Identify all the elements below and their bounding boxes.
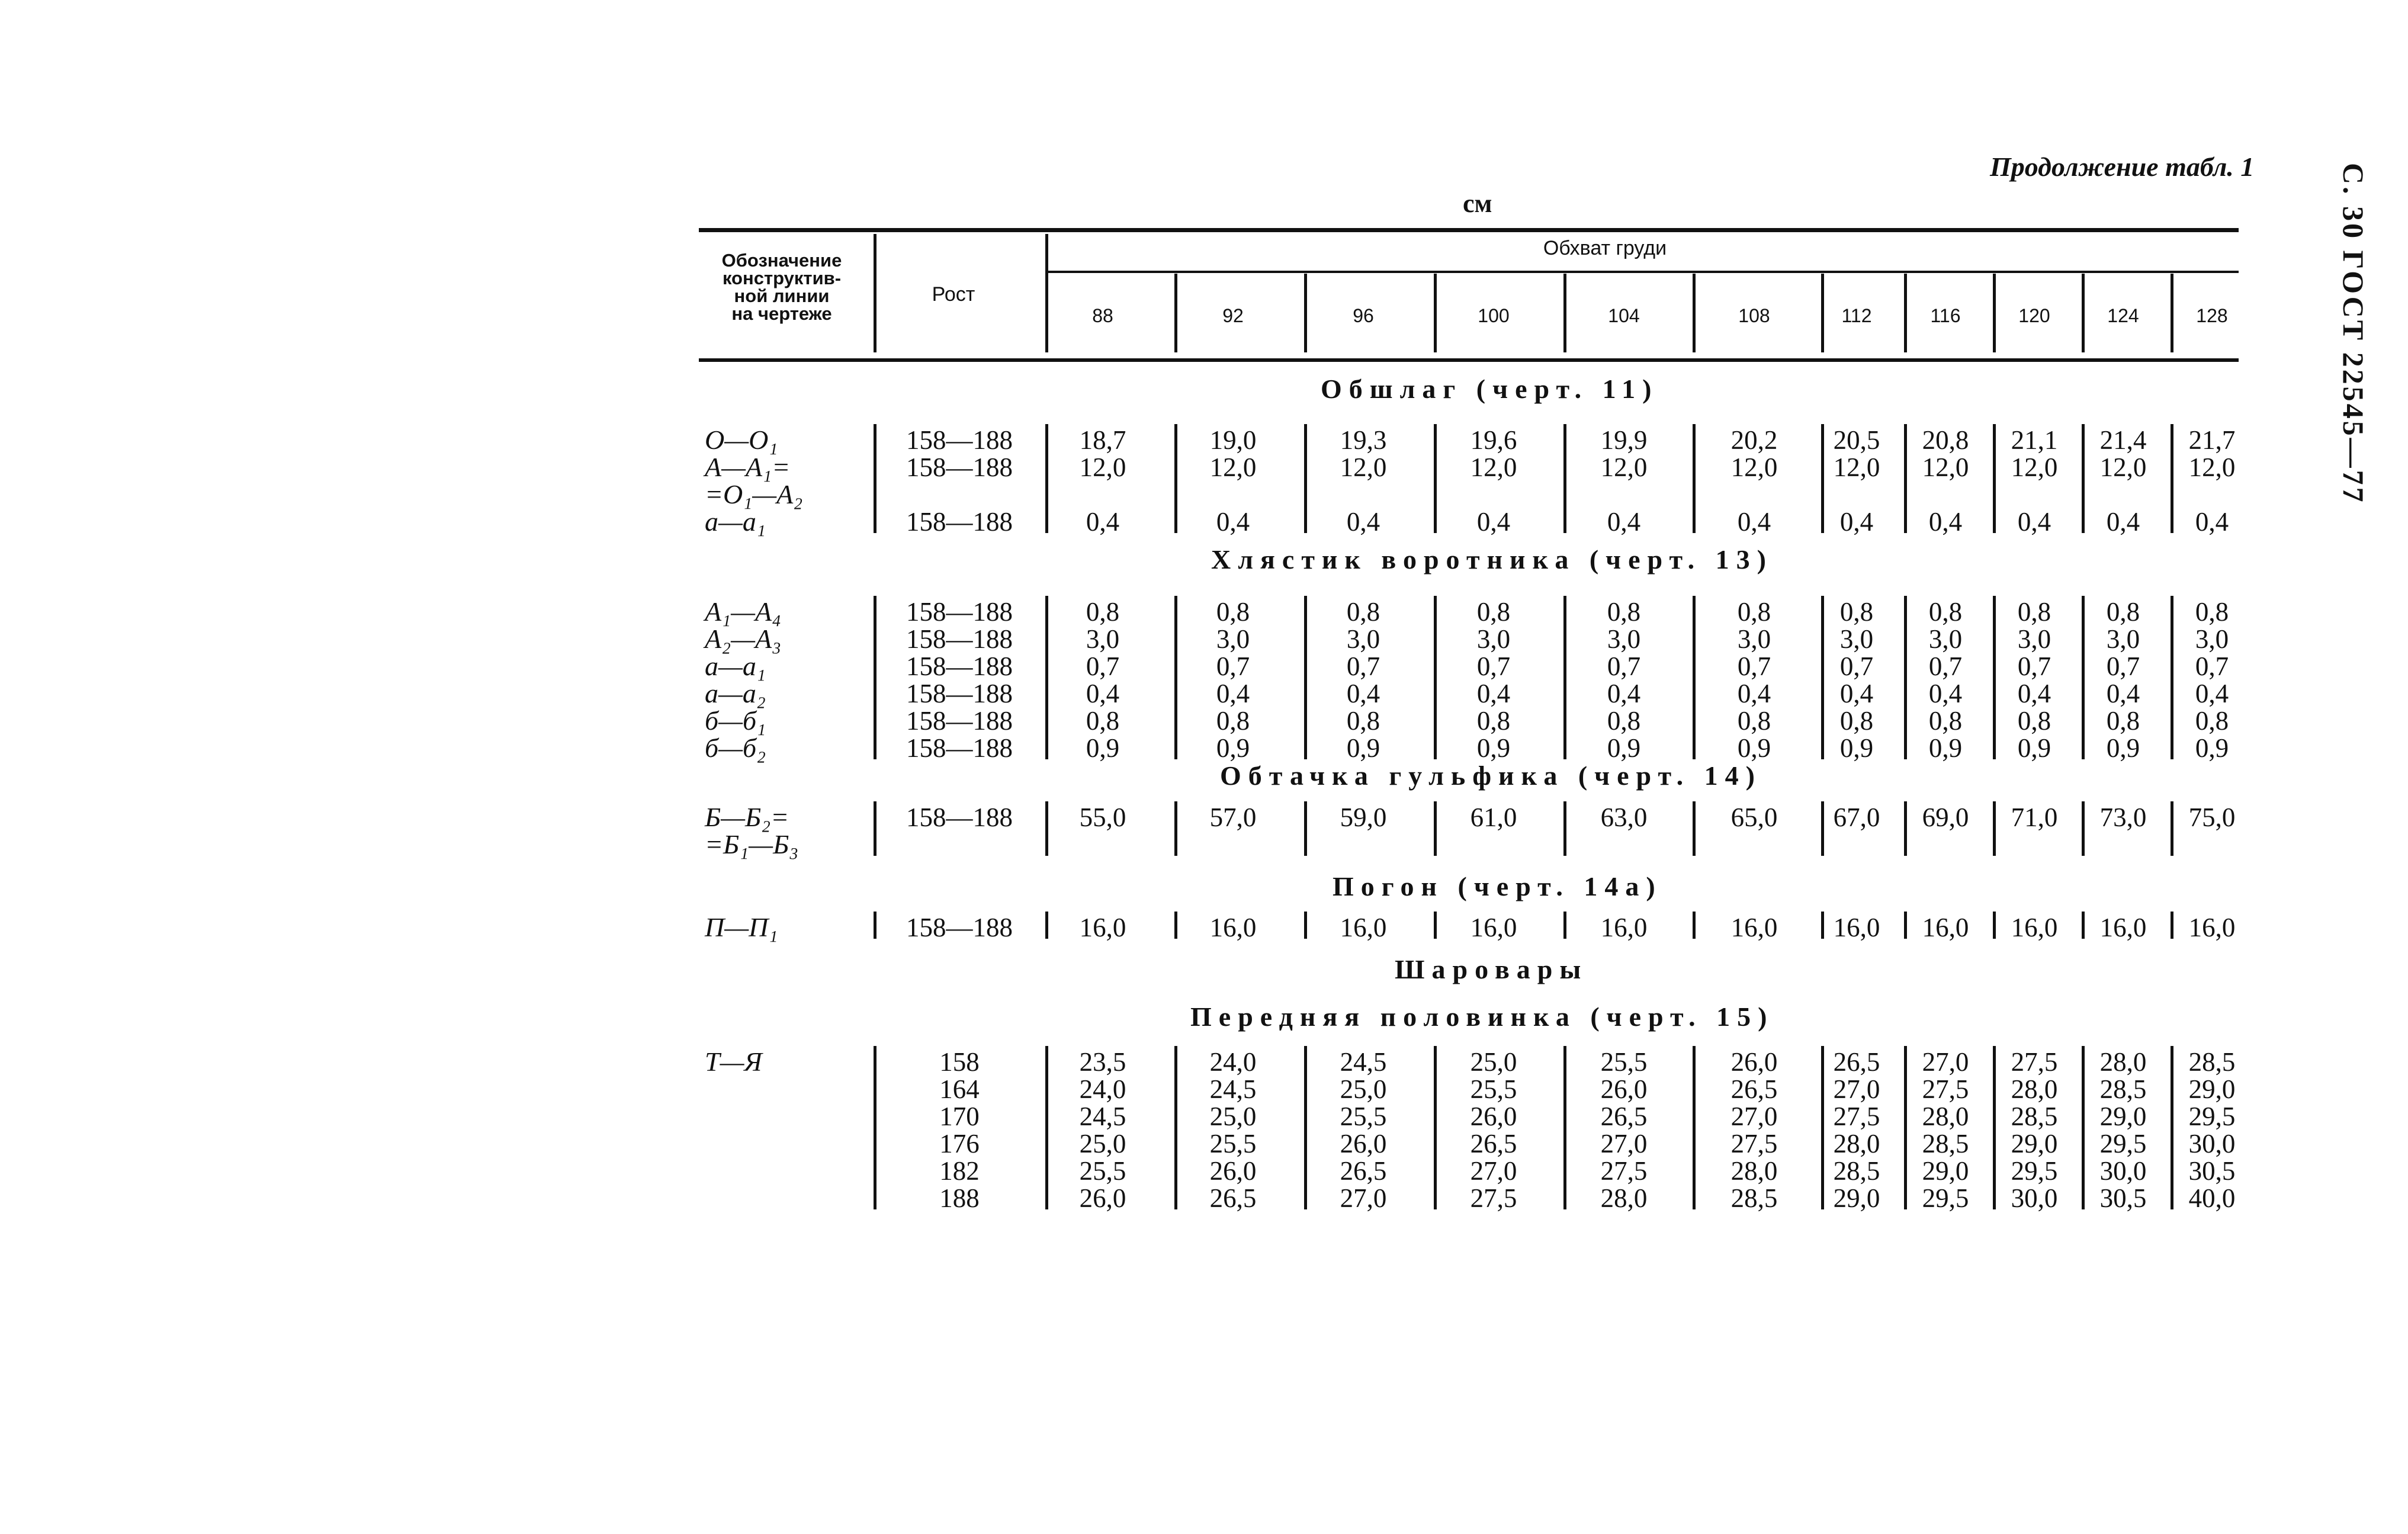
height-value: 158—188 [906, 453, 1013, 482]
column-separator [1174, 596, 1177, 759]
column-separator [1693, 912, 1696, 939]
column-separator [1045, 424, 1048, 533]
line-designation: а—а₁ [705, 506, 766, 537]
measurement-value: 12,0 [1730, 453, 1778, 482]
column-separator [1045, 801, 1048, 856]
column-separator [1304, 801, 1307, 856]
height-value: 158—188 [906, 652, 1013, 681]
measurement-value: 0,8 [1086, 706, 1120, 736]
measurement-value: 25,0 [1209, 1102, 1257, 1131]
measurement-value: 0,8 [1086, 597, 1120, 627]
measurement-value: 25,5 [1470, 1074, 1517, 1104]
section-title: Передняя половинка (черт. 15) [1190, 1002, 1774, 1032]
measurement-value: 75,0 [2188, 803, 2236, 832]
measurement-value: 0,4 [1216, 507, 1250, 537]
measurement-value: 67,0 [1833, 803, 1880, 832]
height-value: 158—188 [906, 803, 1013, 832]
measurement-value: 29,0 [2188, 1074, 2236, 1104]
measurement-value: 16,0 [1833, 913, 1880, 942]
measurement-value: 73,0 [2099, 803, 2147, 832]
column-separator [1045, 1046, 1048, 1209]
measurement-value: 3,0 [1346, 624, 1380, 654]
column-separator [1174, 912, 1177, 939]
measurement-value: 25,0 [1079, 1129, 1126, 1158]
measurement-value: 0,4 [2017, 679, 2051, 708]
measurement-value: 23,5 [1079, 1047, 1126, 1077]
unit-label: см [1463, 189, 1492, 218]
measurement-value: 3,0 [1737, 624, 1771, 654]
height-value: 158—188 [906, 913, 1013, 942]
measurement-value: 3,0 [1607, 624, 1641, 654]
measurement-value: 28,0 [1922, 1102, 1969, 1131]
measurement-value: 0,8 [1346, 597, 1380, 627]
measurement-value: 26,0 [1600, 1074, 1648, 1104]
header-separator [1304, 274, 1307, 352]
line-designation: б—б₂ [705, 733, 766, 763]
measurement-value: 59,0 [1340, 803, 1387, 832]
measurement-value: 26,0 [1079, 1183, 1126, 1213]
measurement-value: 26,5 [1730, 1074, 1778, 1104]
measurement-value: 21,1 [2011, 425, 2058, 455]
measurement-value: 0,7 [1839, 652, 1874, 681]
measurement-value: 0,8 [2106, 597, 2140, 627]
measurement-value: 27,5 [1730, 1129, 1778, 1158]
measurement-value: 20,2 [1730, 425, 1778, 455]
measurement-value: 24,5 [1340, 1047, 1387, 1077]
measurement-value: 28,0 [2011, 1074, 2058, 1104]
measurement-value: 28,5 [1730, 1183, 1778, 1213]
chest-size-label: 104 [1608, 305, 1640, 326]
measurement-value: 0,4 [1839, 679, 1874, 708]
measurement-value: 71,0 [2011, 803, 2058, 832]
measurement-value: 19,6 [1470, 425, 1517, 455]
designation-header-line: ной линии [734, 285, 830, 306]
measurement-value: 25,5 [1079, 1156, 1126, 1186]
measurement-value: 26,0 [1340, 1129, 1387, 1158]
section-title: Обшлаг (черт. 11) [1321, 374, 1659, 404]
column-separator [874, 596, 876, 759]
height-value: 158—188 [906, 733, 1013, 763]
height-value: 158 [939, 1047, 980, 1077]
measurement-value: 0,9 [2106, 733, 2140, 763]
height-header: Рост [932, 283, 975, 306]
measurement-value: 28,0 [2099, 1047, 2147, 1077]
column-separator [1563, 424, 1566, 533]
measurement-value: 24,5 [1079, 1102, 1126, 1131]
chest-size-label: 112 [1841, 305, 1872, 326]
measurement-value: 27,0 [1833, 1074, 1880, 1104]
measurement-value: 27,5 [1922, 1074, 1969, 1104]
chest-size-label: 88 [1092, 305, 1113, 326]
measurement-value: 61,0 [1470, 803, 1517, 832]
measurement-value: 0,4 [1086, 507, 1120, 537]
measurement-value: 63,0 [1600, 803, 1648, 832]
measurement-value: 24,5 [1209, 1074, 1257, 1104]
measurement-value: 27,5 [1470, 1183, 1517, 1213]
measurement-value: 0,4 [2017, 507, 2051, 537]
measurement-value: 25,5 [1340, 1102, 1387, 1131]
height-value: 158—188 [906, 597, 1013, 627]
measurement-value: 0,4 [1476, 507, 1511, 537]
measurement-value: 27,0 [1730, 1102, 1778, 1131]
measurement-value: 26,5 [1600, 1102, 1648, 1131]
measurement-value: 0,7 [2017, 652, 2051, 681]
measurement-value: 16,0 [1470, 913, 1517, 942]
measurement-value: 3,0 [1928, 624, 1963, 654]
measurement-value: 26,5 [1209, 1183, 1257, 1213]
measurement-value: 28,0 [1833, 1129, 1880, 1158]
measurement-value: 26,5 [1470, 1129, 1517, 1158]
measurement-value: 0,4 [1928, 679, 1963, 708]
column-separator [1304, 912, 1307, 939]
measurement-value: 30,0 [2188, 1129, 2236, 1158]
measurement-value: 0,4 [1216, 679, 1250, 708]
measurement-value: 0,8 [1737, 597, 1771, 627]
column-separator [1045, 912, 1048, 939]
measurement-value: 12,0 [2011, 453, 2058, 482]
line-designation: О—О₁ [705, 425, 778, 455]
section-title: Хлястик воротника (черт. 13) [1211, 544, 1773, 575]
measurement-value: 29,5 [1922, 1183, 1969, 1213]
column-separator [1563, 1046, 1566, 1209]
measurement-value: 0,4 [1737, 507, 1771, 537]
line-designation: б—б₁ [705, 705, 766, 736]
measurement-value: 29,0 [2011, 1129, 2058, 1158]
measurement-value: 0,8 [2106, 706, 2140, 736]
measurement-value: 0,8 [2195, 706, 2229, 736]
measurement-value: 12,0 [1470, 453, 1517, 482]
measurement-value: 0,9 [1839, 733, 1874, 763]
measurement-value: 0,7 [1086, 652, 1120, 681]
chest-size-label: 96 [1353, 305, 1374, 326]
measurement-value: 24,0 [1079, 1074, 1126, 1104]
measurement-value: 0,7 [1607, 652, 1641, 681]
measurement-value: 30,0 [2099, 1156, 2147, 1186]
section-title: Погон (черт. 14а) [1333, 871, 1662, 901]
measurement-value: 55,0 [1079, 803, 1126, 832]
measurement-value: 19,3 [1340, 425, 1387, 455]
line-designation: Б—Б₂= [705, 802, 789, 832]
designation-header [702, 252, 862, 323]
measurement-value: 16,0 [1209, 913, 1257, 942]
height-value: 164 [939, 1074, 980, 1104]
measurement-value: 0,9 [1216, 733, 1250, 763]
measurement-value: 3,0 [1216, 624, 1250, 654]
measurement-value: 0,4 [1737, 679, 1771, 708]
measurement-value: 28,5 [1833, 1156, 1880, 1186]
measurement-value: 0,9 [2195, 733, 2229, 763]
measurement-value: 0,7 [1476, 652, 1511, 681]
measurement-value: 0,7 [1216, 652, 1250, 681]
measurement-value: 21,7 [2188, 425, 2236, 455]
measurement-value: 16,0 [2188, 913, 2236, 942]
measurement-value: 29,5 [2188, 1102, 2236, 1131]
measurement-value: 29,0 [1833, 1183, 1880, 1213]
line-designation: А₂—А₃ [705, 624, 782, 654]
chest-size-label: 124 [2107, 305, 2139, 326]
measurement-value: 12,0 [1209, 453, 1257, 482]
measurement-value: 3,0 [1839, 624, 1874, 654]
header-separator [874, 234, 876, 352]
measurement-value: 12,0 [1340, 453, 1387, 482]
measurement-value: 28,5 [2099, 1074, 2147, 1104]
chest-size-label: 120 [2018, 305, 2050, 326]
measurement-value: 16,0 [1340, 913, 1387, 942]
measurement-value: 0,4 [2195, 679, 2229, 708]
measurement-value: 27,0 [1470, 1156, 1517, 1186]
measurement-value: 0,9 [1737, 733, 1771, 763]
column-separator [1434, 596, 1437, 759]
measurement-value: 26,0 [1470, 1102, 1517, 1131]
measurement-value: 16,0 [2099, 913, 2147, 942]
line-designation: А—А₁= [705, 452, 791, 482]
measurement-value: 29,5 [2011, 1156, 2058, 1186]
measurement-value: 0,8 [1839, 597, 1874, 627]
section-title: Шаровары [1395, 954, 1588, 984]
measurement-value: 25,5 [1209, 1129, 1257, 1158]
measurement-value: 0,7 [1737, 652, 1771, 681]
measurement-value: 0,4 [2106, 679, 2140, 708]
measurement-value: 25,5 [1600, 1047, 1648, 1077]
measurement-value: 27,0 [1922, 1047, 1969, 1077]
column-separator [1434, 424, 1437, 533]
measurement-value: 27,5 [1600, 1156, 1648, 1186]
column-separator [1304, 1046, 1307, 1209]
measurement-value: 27,5 [2011, 1047, 2058, 1077]
chest-subheader-rule [1048, 271, 2239, 273]
column-separator [1434, 1046, 1437, 1209]
measurement-value: 69,0 [1922, 803, 1969, 832]
measurement-value: 12,0 [1922, 453, 1969, 482]
measurement-value: 0,4 [1086, 679, 1120, 708]
measurement-value: 0,8 [1607, 706, 1641, 736]
measurement-value: 28,0 [1730, 1156, 1778, 1186]
measurement-value: 18,7 [1079, 425, 1126, 455]
measurement-value: 20,5 [1833, 425, 1880, 455]
measurement-value: 3,0 [2195, 624, 2229, 654]
measurement-value: 12,0 [2099, 453, 2147, 482]
header-separator [1045, 234, 1048, 352]
measurement-value: 40,0 [2188, 1183, 2236, 1213]
chest-size-label: 108 [1738, 305, 1770, 326]
measurement-value: 29,0 [1922, 1156, 1969, 1186]
measurement-value: 26,0 [1730, 1047, 1778, 1077]
measurement-value: 0,8 [1476, 706, 1511, 736]
measurement-value: 3,0 [2017, 624, 2051, 654]
designation-header-line: на чертеже [731, 303, 832, 324]
chest-size-label: 92 [1222, 305, 1244, 326]
measurement-value: 0,9 [1928, 733, 1963, 763]
line-designation: П—П₁ [705, 912, 778, 942]
measurement-value: 24,0 [1209, 1047, 1257, 1077]
measurement-value: 0,8 [1607, 597, 1641, 627]
measurement-value: 27,5 [1833, 1102, 1880, 1131]
line-designation: а—а₂ [705, 678, 766, 708]
column-separator [1693, 801, 1696, 856]
measurement-value: 25,0 [1470, 1047, 1517, 1077]
measurement-value: 19,9 [1600, 425, 1648, 455]
measurement-value: 12,0 [1079, 453, 1126, 482]
line-designation: а—а₁ [705, 651, 766, 681]
measurement-value: 0,7 [1346, 652, 1380, 681]
measurement-value: 25,0 [1340, 1074, 1387, 1104]
measurement-value: 0,9 [1607, 733, 1641, 763]
height-value: 158—188 [906, 507, 1013, 537]
height-value: 158—188 [906, 624, 1013, 654]
measurement-value: 29,0 [2099, 1102, 2147, 1131]
height-value: 158—188 [906, 706, 1013, 736]
measurement-value: 0,9 [2017, 733, 2051, 763]
column-separator [1434, 912, 1437, 939]
measurement-value: 16,0 [1079, 913, 1126, 942]
measurement-value: 0,7 [2195, 652, 2229, 681]
measurement-value: 0,8 [1346, 706, 1380, 736]
document-side-header: С. 30 ГОСТ 22545—77 [2337, 163, 2370, 505]
measurement-value: 26,5 [1340, 1156, 1387, 1186]
measurement-value: 0,8 [1839, 706, 1874, 736]
measurement-value: 0,4 [2195, 507, 2229, 537]
measurement-value: 28,5 [1922, 1129, 1969, 1158]
measurement-value: 0,8 [1928, 706, 1963, 736]
column-separator [1563, 801, 1566, 856]
measurement-value: 27,0 [1340, 1183, 1387, 1213]
measurement-value: 16,0 [1730, 913, 1778, 942]
height-value: 182 [939, 1156, 980, 1186]
measurement-value: 57,0 [1209, 803, 1257, 832]
measurement-value: 0,4 [2106, 507, 2140, 537]
measurement-value: 0,9 [1346, 733, 1380, 763]
measurement-value: 0,8 [1928, 597, 1963, 627]
height-value: 158—188 [906, 679, 1013, 708]
column-separator [874, 424, 876, 533]
measurement-value: 0,9 [1086, 733, 1120, 763]
chest-size-label: 116 [1930, 305, 1961, 326]
column-separator [1563, 596, 1566, 759]
measurement-value: 16,0 [1600, 913, 1648, 942]
designation-header-line: Обозначение [721, 250, 842, 271]
column-separator [1045, 596, 1048, 759]
designation-header-line: конструктив- [722, 268, 842, 288]
measurement-value: 0,4 [1839, 507, 1874, 537]
height-value: 188 [939, 1183, 980, 1213]
measurement-value: 0,8 [1216, 597, 1250, 627]
column-separator [1174, 1046, 1177, 1209]
height-value: 170 [939, 1102, 980, 1131]
measurement-value: 0,4 [1346, 507, 1380, 537]
measurement-value: 12,0 [2188, 453, 2236, 482]
measurement-value: 30,5 [2099, 1183, 2147, 1213]
header-bottom-rule [699, 358, 2239, 362]
height-value: 158—188 [906, 425, 1013, 455]
measurement-value: 0,9 [1476, 733, 1511, 763]
measurement-value: 16,0 [1922, 913, 1969, 942]
measurement-value: 0,4 [1607, 679, 1641, 708]
chest-size-label: 128 [2196, 305, 2228, 326]
measurement-value: 21,4 [2099, 425, 2147, 455]
measurement-value: 26,5 [1833, 1047, 1880, 1077]
measurement-value: 28,0 [1600, 1183, 1648, 1213]
column-separator [1304, 596, 1307, 759]
chest-size-label: 100 [1478, 305, 1510, 326]
header-separator [1693, 274, 1696, 352]
measurement-value: 0,8 [2017, 706, 2051, 736]
measurement-value: 0,8 [1476, 597, 1511, 627]
measurement-value: 65,0 [1730, 803, 1778, 832]
measurement-value: 12,0 [1600, 453, 1648, 482]
measurement-value: 19,0 [1209, 425, 1257, 455]
measurement-value: 16,0 [2011, 913, 2058, 942]
chest-header: Обхват груди [1543, 237, 1667, 259]
measurement-value: 3,0 [1476, 624, 1511, 654]
column-separator [874, 912, 876, 939]
column-separator [874, 1046, 876, 1209]
measurement-value: 28,5 [2011, 1102, 2058, 1131]
measurement-value: 0,4 [1346, 679, 1380, 708]
column-separator [874, 801, 876, 856]
header-separator [1434, 274, 1437, 352]
measurement-value: 0,8 [2195, 597, 2229, 627]
column-separator [1174, 424, 1177, 533]
measurement-value: 0,8 [1737, 706, 1771, 736]
measurement-value: 0,7 [2106, 652, 2140, 681]
measurement-value: 0,7 [1928, 652, 1963, 681]
column-separator [1693, 424, 1696, 533]
column-separator [1693, 1046, 1696, 1209]
measurement-value: 30,0 [2011, 1183, 2058, 1213]
line-designation: Т—Я [705, 1047, 762, 1077]
column-separator [1693, 596, 1696, 759]
measurement-value: 0,8 [1216, 706, 1250, 736]
measurement-value: 29,5 [2099, 1129, 2147, 1158]
measurement-value: 3,0 [2106, 624, 2140, 654]
measurement-value: 26,0 [1209, 1156, 1257, 1186]
page-label: Продолжение табл. 1 [1990, 152, 2255, 182]
measurement-value: 0,8 [2017, 597, 2051, 627]
header-separator [1174, 274, 1177, 352]
measurement-value: 0,4 [1607, 507, 1641, 537]
measurement-value: 3,0 [1086, 624, 1120, 654]
table-top-rule [699, 228, 2239, 232]
measurement-value: 0,4 [1928, 507, 1963, 537]
measurement-value: 20,8 [1922, 425, 1969, 455]
column-separator [1174, 801, 1177, 856]
measurement-value: 12,0 [1833, 453, 1880, 482]
section-title: Обтачка гульфика (черт. 14) [1220, 760, 1762, 791]
column-separator [1434, 801, 1437, 856]
height-value: 176 [939, 1129, 980, 1158]
line-designation: А₁—А₄ [705, 596, 782, 627]
measurement-value: 30,5 [2188, 1156, 2236, 1186]
line-designation: =Б₁—Б₃ [705, 829, 799, 859]
column-separator [1563, 912, 1566, 939]
header-separator [1563, 274, 1566, 352]
column-separator [1304, 424, 1307, 533]
measurement-value: 27,0 [1600, 1129, 1648, 1158]
measurement-value: 0,4 [1476, 679, 1511, 708]
measurement-value: 28,5 [2188, 1047, 2236, 1077]
line-designation: =О₁—А₂ [705, 479, 803, 509]
